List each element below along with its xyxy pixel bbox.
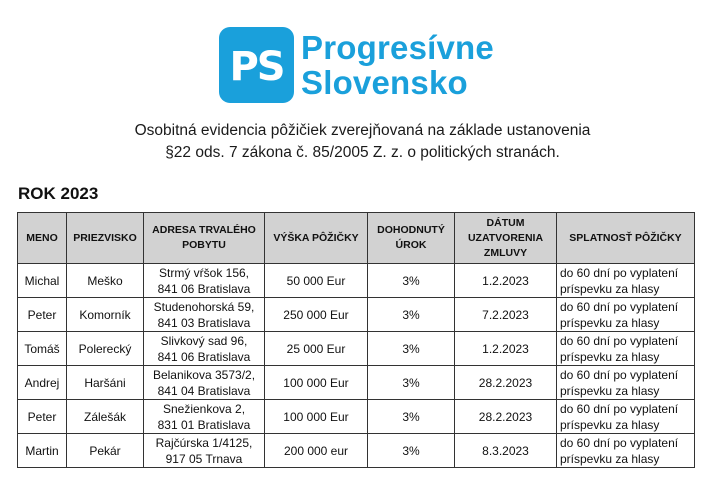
cell-meno (18, 264, 67, 298)
cell-vyska-text: 25 000 Eur (286, 341, 346, 356)
cell-priezvisko-text: Meško (87, 273, 123, 288)
cell-splatnost-text: príspevku za hlasy (560, 315, 660, 330)
cell-vyska-text: 100 000 Eur (283, 409, 349, 424)
cell-priezvisko (67, 264, 144, 298)
cell-splatnost (557, 264, 695, 298)
cell-datum-text: 28.2.2023 (478, 375, 533, 390)
loans-table (17, 212, 695, 468)
cell-urok (368, 434, 455, 468)
cell-meno-text: Peter (27, 409, 57, 424)
year-heading: ROK 2023 (18, 184, 99, 203)
intro-text (0, 120, 725, 164)
cell-adresa (144, 400, 265, 434)
cell-urok-text: 3% (402, 443, 420, 458)
cell-meno-text: Peter (27, 307, 57, 322)
cell-adresa (144, 366, 265, 400)
cell-vyska-text: 50 000 Eur (286, 273, 346, 288)
header-vyska: VÝŠKA PÔŽIČKY (265, 213, 368, 264)
cell-urok-text: 3% (402, 341, 420, 356)
party-logo (219, 25, 494, 105)
table-row (18, 434, 695, 468)
header-adresa: ADRESA TRVALÉHO POBYTU (144, 213, 265, 264)
cell-splatnost-text: príspevku za hlasy (560, 383, 660, 398)
header-priezvisko: PRIEZVISKO (67, 213, 144, 264)
cell-datum (455, 400, 557, 434)
cell-priezvisko-text: Komorník (79, 307, 131, 322)
cell-meno-text: Martin (25, 443, 59, 458)
cell-priezvisko (67, 298, 144, 332)
header-datum: DÁTUM UZATVORENIA ZMLUVY (455, 213, 557, 264)
cell-priezvisko-text: Haršáni (84, 375, 126, 390)
cell-splatnost-text: do 60 dní po vyplatení (560, 299, 679, 314)
cell-urok (368, 366, 455, 400)
cell-urok (368, 332, 455, 366)
cell-datum-text: 8.3.2023 (482, 443, 529, 458)
table-row (18, 264, 695, 298)
intro-line1: Osobitná evidencia pôžičiek zverejňovaná na základe ustanovenia (134, 122, 591, 139)
ps-logo-mark (219, 27, 294, 103)
party-name-line1: Progresívne (301, 29, 494, 66)
cell-vyska (265, 366, 368, 400)
cell-splatnost-text: príspevku za hlasy (560, 417, 660, 432)
cell-priezvisko (67, 434, 144, 468)
cell-datum (455, 264, 557, 298)
cell-splatnost-text: do 60 dní po vyplatení (560, 333, 679, 348)
cell-adresa-text: Rajčúrska 1/4125, (155, 435, 253, 450)
cell-adresa-text: 831 01 Bratislava (157, 417, 251, 432)
cell-splatnost-text: príspevku za hlasy (560, 349, 660, 364)
logo-mark-text: PS (229, 44, 284, 90)
cell-urok (368, 264, 455, 298)
cell-adresa-text: 917 05 Trnava (165, 451, 243, 466)
cell-adresa-text: 841 06 Bratislava (157, 281, 251, 296)
cell-meno-text: Michal (24, 273, 60, 288)
cell-urok-text: 3% (402, 409, 420, 424)
table-row (18, 332, 695, 366)
cell-splatnost-text: príspevku za hlasy (560, 451, 660, 466)
cell-datum (455, 366, 557, 400)
cell-splatnost-text: príspevku za hlasy (560, 281, 660, 296)
cell-datum-text: 7.2.2023 (482, 307, 529, 322)
header-urok: DOHODNUTÝ ÚROK (368, 213, 455, 264)
party-name (301, 30, 494, 100)
intro-line2: §22 ods. 7 zákona č. 85/2005 Z. z. o politických stranách. (165, 144, 560, 161)
cell-splatnost-text: do 60 dní po vyplatení (560, 401, 679, 416)
cell-splatnost (557, 434, 695, 468)
cell-adresa (144, 332, 265, 366)
cell-meno (18, 298, 67, 332)
cell-priezvisko (67, 400, 144, 434)
cell-meno (18, 332, 67, 366)
cell-urok-text: 3% (402, 273, 420, 288)
table-row (18, 366, 695, 400)
cell-splatnost-text: do 60 dní po vyplatení (560, 265, 679, 280)
cell-urok-text: 3% (402, 375, 420, 390)
cell-adresa-text: Slivkový sad 96, (160, 333, 248, 348)
cell-splatnost (557, 400, 695, 434)
cell-adresa-text: 841 06 Bratislava (157, 349, 251, 364)
table-row (18, 298, 695, 332)
cell-priezvisko-text: Zálešák (83, 409, 127, 424)
cell-vyska-text: 250 000 Eur (283, 307, 349, 322)
cell-adresa (144, 434, 265, 468)
cell-datum-text: 28.2.2023 (478, 409, 533, 424)
cell-adresa-text: Studenohorská 59, (153, 299, 255, 314)
cell-splatnost-text: do 60 dní po vyplatení (560, 367, 679, 382)
cell-urok (368, 400, 455, 434)
cell-meno (18, 400, 67, 434)
cell-datum (455, 332, 557, 366)
cell-vyska (265, 298, 368, 332)
cell-meno (18, 366, 67, 400)
cell-priezvisko-text: Polerecký (78, 341, 132, 356)
cell-splatnost (557, 366, 695, 400)
cell-vyska-text: 100 000 Eur (283, 375, 349, 390)
cell-meno-text: Andrej (24, 375, 60, 390)
cell-datum (455, 434, 557, 468)
cell-datum-text: 1.2.2023 (482, 341, 529, 356)
cell-datum-text: 1.2.2023 (482, 273, 529, 288)
header-splatnost: SPLATNOSŤ PÔŽIČKY (557, 213, 695, 264)
cell-meno-text: Tomáš (24, 341, 60, 356)
cell-adresa-text: Strmý vŕšok 156, (158, 265, 250, 280)
cell-vyska (265, 400, 368, 434)
cell-vyska-text: 200 000 eur (283, 443, 349, 458)
cell-adresa-text: Snežienkova 2, (162, 401, 246, 416)
cell-adresa (144, 264, 265, 298)
cell-vyska (265, 264, 368, 298)
cell-adresa-text: 841 04 Bratislava (157, 383, 251, 398)
cell-splatnost (557, 332, 695, 366)
cell-datum (455, 298, 557, 332)
cell-meno (18, 434, 67, 468)
cell-adresa-text: 841 03 Bratislava (157, 315, 251, 330)
cell-urok (368, 298, 455, 332)
cell-splatnost (557, 298, 695, 332)
cell-adresa (144, 298, 265, 332)
cell-splatnost-text: do 60 dní po vyplatení (560, 435, 679, 450)
table-body (18, 264, 695, 468)
party-name-line2: Slovensko (301, 64, 468, 101)
cell-priezvisko (67, 332, 144, 366)
cell-urok-text: 3% (402, 307, 420, 322)
table-row (18, 400, 695, 434)
header-meno: MENO (18, 213, 67, 264)
cell-priezvisko (67, 366, 144, 400)
table-header-row (18, 213, 695, 264)
cell-vyska (265, 332, 368, 366)
cell-adresa-text: Belanikova 3573/2, (152, 367, 256, 382)
cell-vyska (265, 434, 368, 468)
cell-priezvisko-text: Pekár (89, 443, 121, 458)
